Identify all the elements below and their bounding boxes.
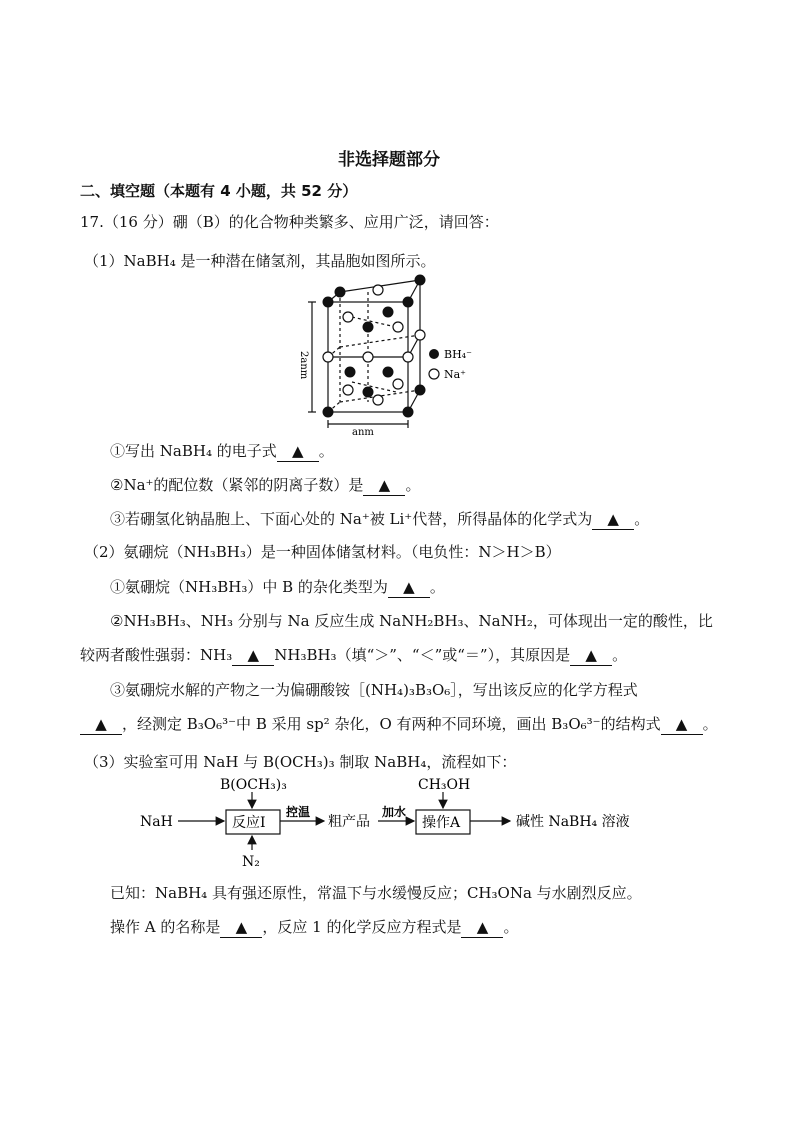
section-title: 非选择题部分	[338, 150, 440, 170]
answer-blank[interactable]: ▲	[461, 917, 503, 938]
part3-question: 操作 A 的名称是 ▲ ，反应 1 的化学反应方程式是 ▲ 。	[110, 918, 519, 936]
part2-q1: ①氨硼烷（NH₃BH₃）中 B 的杂化类型为 ▲ 。	[110, 578, 445, 596]
part2-q2-line2: 较两者酸性强弱：NH₃ ▲ NH₃BH₃（填“＞”、“＜”或“＝”），其原因是 ▲ 。	[80, 646, 628, 664]
part1-q2: ②Na⁺的配位数（紧邻的阴离子数）是 ▲ 。	[110, 476, 421, 494]
part3-known: 已知：NaBH₄ 具有强还原性，常温下与水缓慢反应；CH₃ONa 与水剧烈反应。	[110, 884, 642, 902]
flow-box2: 操作A	[422, 815, 461, 831]
answer-blank[interactable]: ▲	[232, 645, 274, 666]
answer-blank[interactable]: ▲	[592, 509, 634, 530]
part3-intro: （3）实验室可用 NaH 与 B(OCH₃)₃ 制取 NaBH₄，流程如下：	[84, 753, 517, 771]
part2-q3-line2: ▲ ，经测定 B₃O₆³⁻中 B 采用 sp² 杂化，O 有两种不同环境，画出 B₃O₆³⁻的结构式 ▲ 。	[80, 714, 718, 735]
answer-blank[interactable]: ▲	[363, 475, 405, 496]
flow-reagent-top: B(OCH₃)₃	[220, 777, 287, 793]
flow-mid: 粗产品	[328, 814, 370, 830]
flow-arrow2-label: 加水	[382, 805, 407, 819]
part2-q3-line1: ③氨硼烷水解的产物之一为偏硼酸铵［(NH₄)₃B₃O₆］，写出该反应的化学方程式	[110, 681, 638, 699]
answer-blank[interactable]: ▲	[661, 714, 703, 735]
flow-end: 碱性 NaBH₄ 溶液	[516, 814, 630, 830]
part1-q1: ①写出 NaBH₄ 的电子式 ▲ 。	[110, 442, 334, 460]
answer-blank[interactable]: ▲	[277, 441, 319, 462]
flow-box1: 反应Ⅰ	[232, 815, 266, 831]
part2-q2-line1: ②NH₃BH₃、NH₃ 分别与 Na 反应生成 NaNH₂BH₃、NaNH₂，可体现出一定的酸性，比	[110, 612, 713, 630]
flow-diagram	[140, 776, 660, 871]
answer-blank[interactable]: ▲	[220, 917, 262, 938]
flow-reagent-bottom: N₂	[242, 854, 260, 870]
question-17-stem: 17.（16 分）硼（B）的化合物种类繁多、应用广泛，请回答：	[80, 213, 499, 231]
legend-na: Na⁺	[444, 368, 466, 381]
width-label: anm	[352, 427, 374, 438]
part1-q3: ③若硼氢化钠晶胞上、下面心处的 Na⁺被 Li⁺代替，所得晶体的化学式为 ▲ 。	[110, 510, 650, 528]
part1-intro: （1）NaBH₄ 是一种潜在储氢剂，其晶胞如图所示。	[84, 252, 436, 270]
answer-blank[interactable]: ▲	[570, 645, 612, 666]
height-label: 2anm	[298, 351, 309, 380]
crystal-cell-figure	[300, 272, 500, 437]
part2-intro: （2）氨硼烷（NH₃BH₃）是一种固体储氢材料。（电负性：N＞H＞B）	[84, 543, 561, 561]
part-heading: 二、填空题（本题有 4 小题，共 52 分）	[80, 182, 358, 200]
flow-reagent-top2: CH₃OH	[418, 777, 471, 793]
legend-bh4: BH₄⁻	[444, 348, 472, 361]
flow-arrow1-label: 控温	[286, 805, 311, 819]
flow-start: NaH	[140, 814, 173, 830]
answer-blank[interactable]: ▲	[80, 714, 122, 735]
answer-blank[interactable]: ▲	[388, 577, 430, 598]
